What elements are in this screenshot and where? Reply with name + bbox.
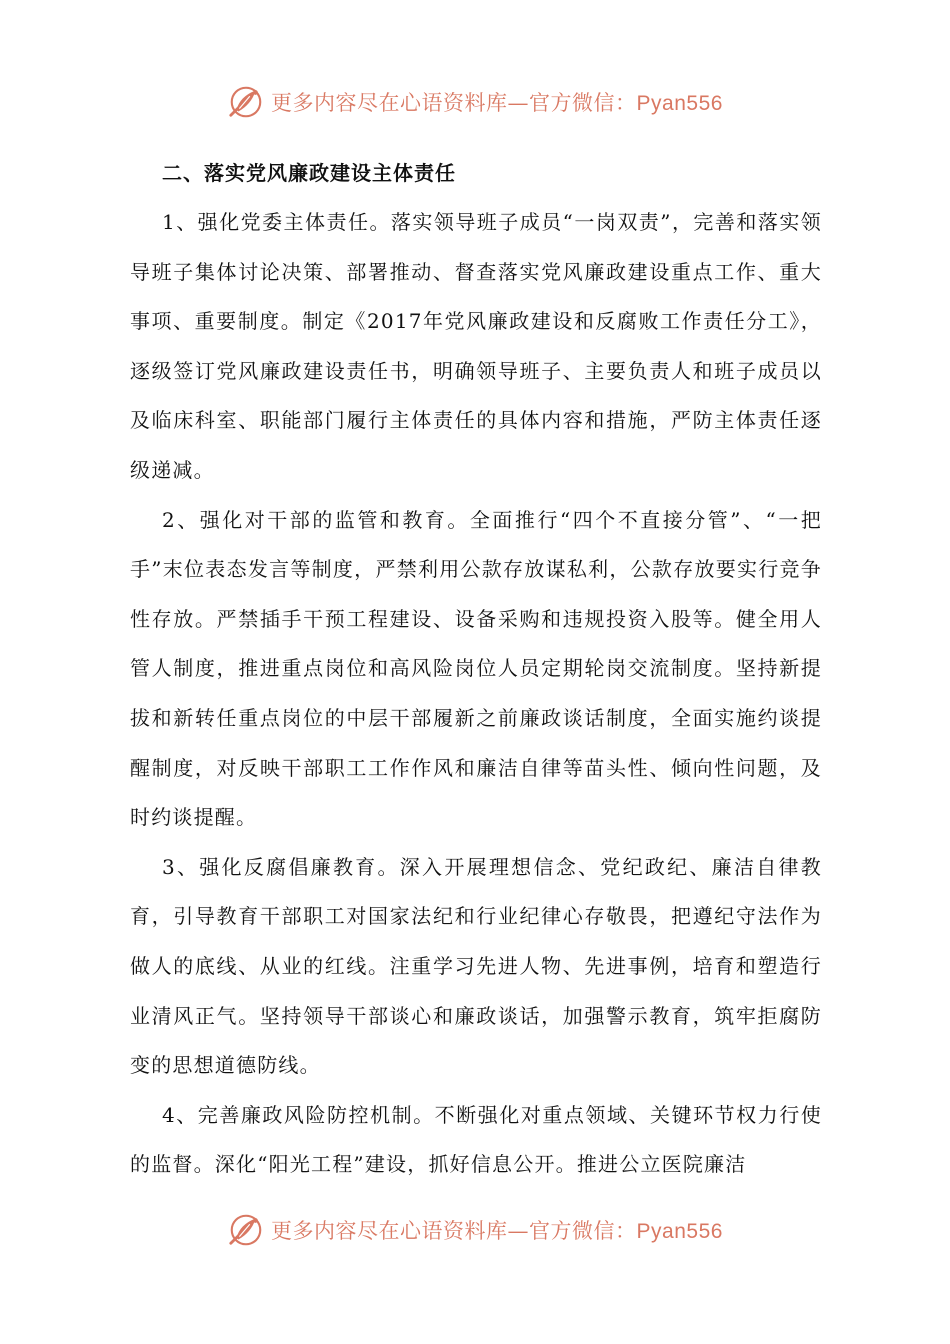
section-heading: 二、落实党风廉政建设主体责任 <box>162 161 456 185</box>
pen-nib-logo-icon <box>227 83 265 121</box>
paragraph-3: 3、强化反腐倡廉教育。深入开展理想信念、党纪政纪、廉洁自律教育，引导教育干部职工对国家法纪和行业纪律心存敬畏，把遵纪守法作为做人的底线、从业的红线。注重学习先进人物、先进事例，培育和塑造行业清风正气。坚持领导干部谈心和廉政谈话，加强警示教育，筑牢拒腐防变的思想道德防线。 <box>130 854 822 1078</box>
watermark-text: 更多内容尽在心语资料库—官方微信：Pyan556 <box>271 1219 723 1243</box>
watermark-banner-top <box>0 80 950 124</box>
paragraph-4: 4、完善廉政风险防控机制。不断强化对重点领域、关键环节权力行使的监督。深化“阳光工程”建设，抓好信息公开。推进公立医院廉洁 <box>130 1102 822 1177</box>
wechat-id: Pyan556 <box>636 92 723 115</box>
paragraph-2: 2、强化对干部的监管和教育。全面推行“四个不直接分管”、“一把手”末位表态发言等制度，严禁利用公款存放谋私利，公款存放要实行竞争性存放。严禁插手干预工程建设、设备采购和违规投资入股等。健全用人管人制度，推进重点岗位和高风险岗位人员定期轮岗交流制度。坚持新提拔和新转任重点岗位的中层干部履新之前廉政谈话制度，全面实施约谈提醒制度，对反映干部职工工作作风和廉洁自律等苗头性、倾向性问题，及时约谈提醒。 <box>130 507 822 830</box>
pen-nib-logo-icon <box>227 1211 265 1249</box>
watermark-banner-bottom <box>0 1208 950 1252</box>
wechat-id: Pyan556 <box>636 1220 723 1243</box>
watermark-text: 更多内容尽在心语资料库—官方微信：Pyan556 <box>271 91 723 115</box>
document-body <box>130 148 822 1190</box>
paragraph-1: 1、强化党委主体责任。落实领导班子成员“一岗双责”，完善和落实领导班子集体讨论决策、部署推动、督查落实党风廉政建设重点工作、重大事项、重要制度。制定《2017年党风廉政建设和反腐败工作责任分工》，逐级签订党风廉政建设责任书，明确领导班子、主要负责人和班子成员以及临床科室、职能部门履行主体责任的具体内容和措施，严防主体责任逐级递减。 <box>130 210 822 482</box>
